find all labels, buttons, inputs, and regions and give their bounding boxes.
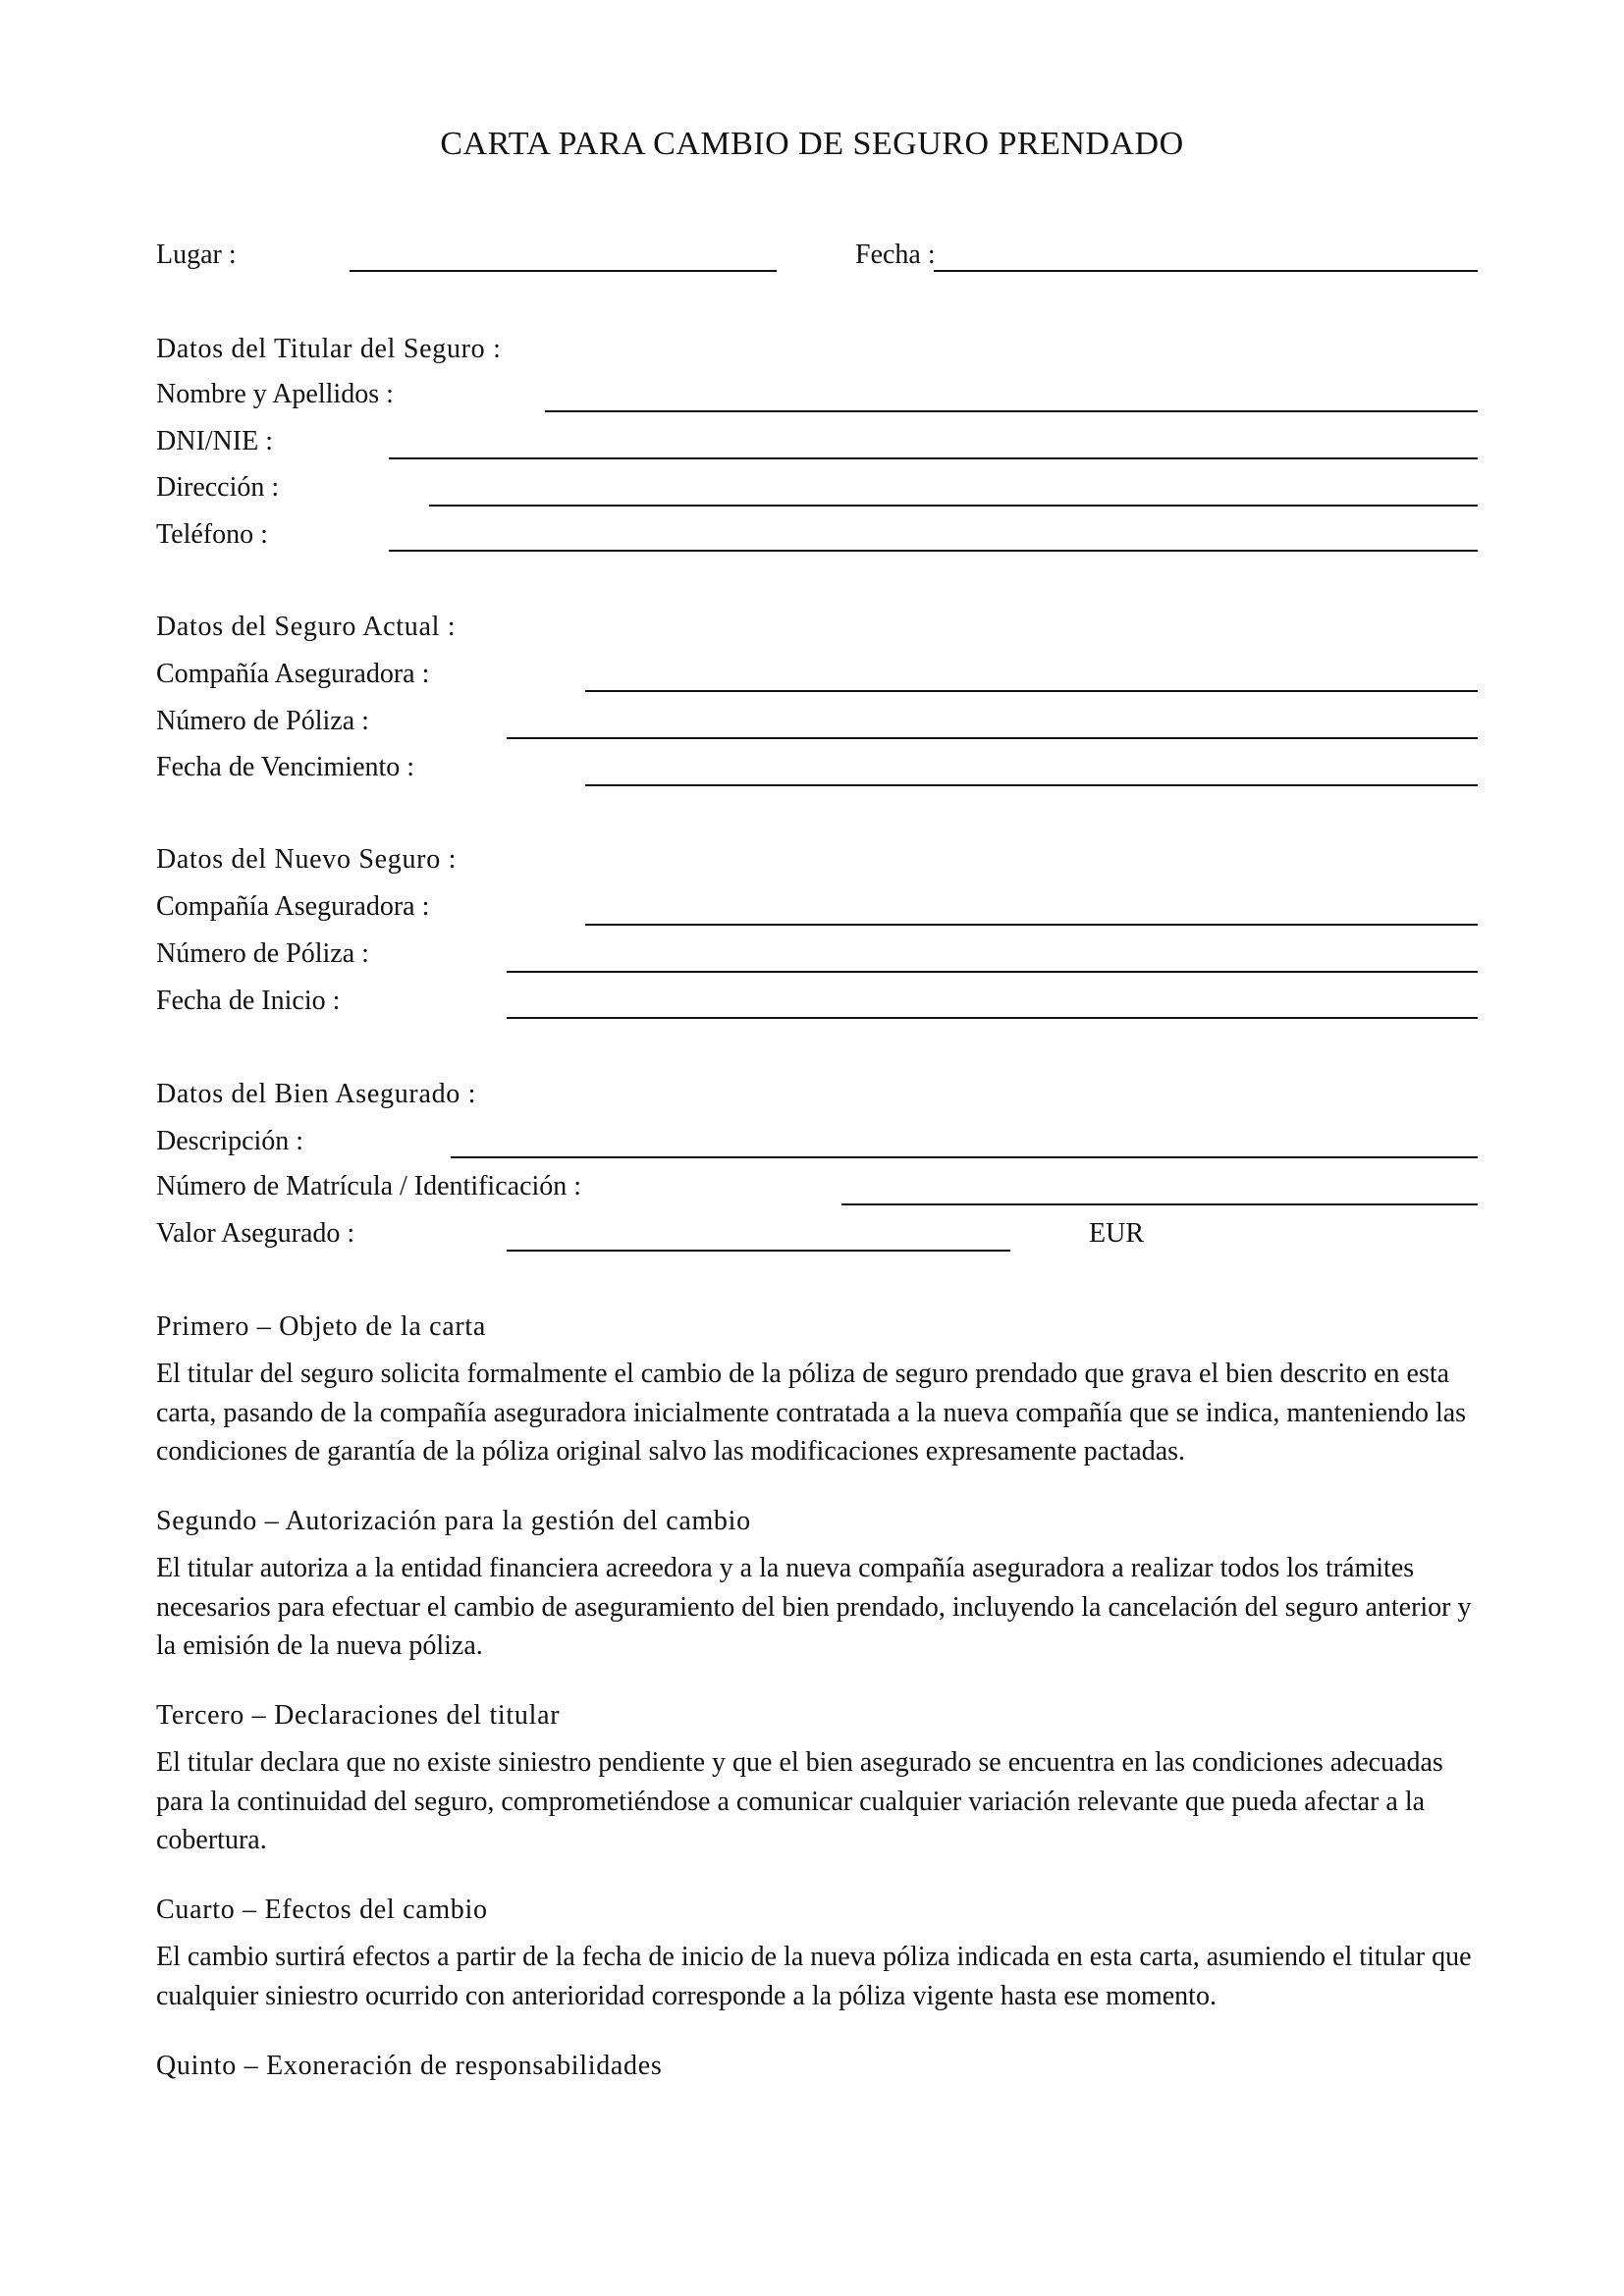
poliza-actual-blank-line: [507, 737, 1478, 739]
clause-text-line: cobertura.: [156, 1825, 267, 1855]
descripcion-label: Descripción :: [156, 1126, 304, 1156]
clause-heading: Segundo – Autorización para la gestión del cambio: [156, 1506, 751, 1536]
matricula-blank-line: [841, 1203, 1478, 1205]
clause-text-line: para la continuidad del seguro, comprometiéndose a comunicar cualquier variación relevante que pueda afectar a la: [156, 1786, 1426, 1817]
clause-text-line: cualquier siniestro ocurrido con anterioridad corresponde a la póliza vigente hasta ese momento.: [156, 1980, 1217, 2011]
bien-heading: Datos del Bien Asegurado :: [156, 1079, 477, 1109]
clause-tercero: [156, 1696, 1443, 1860]
clause-quinto: [156, 2047, 662, 2086]
clause-text-line: la emisión de la nueva póliza.: [156, 1630, 483, 1661]
lugar-blank-line: [350, 270, 777, 272]
clause-paragraph: [156, 1938, 1472, 2015]
seguro-actual-heading: Datos del Seguro Actual :: [156, 612, 457, 642]
document-title: CARTA PARA CAMBIO DE SEGURO PRENDADO: [440, 126, 1184, 162]
inicio-label: Fecha de Inicio :: [156, 986, 341, 1016]
clause-cuarto: [156, 1891, 1472, 2015]
fecha-blank-line: [934, 270, 1478, 272]
compania-nueva-blank-line: [585, 924, 1478, 926]
clause-heading: Tercero – Declaraciones del titular: [156, 1700, 561, 1731]
poliza-nueva-label: Número de Póliza :: [156, 938, 369, 969]
telefono-blank-line: [389, 550, 1478, 552]
dni-blank-line: [389, 457, 1478, 459]
direccion-blank-line: [429, 505, 1478, 507]
lugar-label: Lugar :: [156, 240, 237, 270]
clause-segundo: [156, 1502, 1472, 1666]
valor-label: Valor Asegurado :: [156, 1218, 355, 1249]
clause-text-line: El titular declara que no existe siniestro pendiente y que el bien asegurado se encuentra en las condiciones adecuadas: [156, 1747, 1443, 1778]
titular-heading: Datos del Titular del Seguro :: [156, 334, 502, 364]
descripcion-blank-line: [451, 1156, 1478, 1158]
inicio-blank-line: [507, 1017, 1478, 1019]
clause-text-line: El titular autoriza a la entidad financiera acreedora y a la nueva compañía aseguradora a realizar todos los trámites: [156, 1553, 1415, 1583]
fecha-label: Fecha :: [855, 240, 936, 270]
nombre-label: Nombre y Apellidos :: [156, 379, 394, 409]
clause-paragraph: [156, 1355, 1466, 1471]
clause-heading: Cuarto – Efectos del cambio: [156, 1895, 488, 1925]
poliza-nueva-blank-line: [507, 971, 1478, 973]
compania-nueva-label: Compañía Aseguradora :: [156, 891, 430, 922]
direccion-label: Dirección :: [156, 472, 280, 503]
dni-label: DNI/NIE :: [156, 426, 273, 456]
vencimiento-blank-line: [585, 784, 1478, 786]
valor-blank-line: [507, 1250, 1010, 1252]
currency-label: EUR: [1089, 1218, 1144, 1249]
clause-text-line: El titular del seguro solicita formalmente el cambio de la póliza de seguro prendado que grava el bien descrito en esta: [156, 1359, 1450, 1389]
clause-primero: [156, 1308, 1466, 1471]
clause-paragraph: [156, 1743, 1443, 1860]
clause-text-line: carta, pasando de la compañía aseguradora inicialmente contratada a la nueva compañía que se indica, manteniendo las: [156, 1397, 1467, 1428]
clause-text-line: El cambio surtirá efectos a partir de la fecha de inicio de la nueva póliza indicada en esta carta, asumiendo el titular que: [156, 1942, 1472, 1972]
clause-paragraph: [156, 1549, 1472, 1666]
compania-actual-blank-line: [585, 690, 1478, 692]
nuevo-seguro-heading: Datos del Nuevo Seguro :: [156, 844, 458, 875]
clause-text-line: necesarios para efectuar el cambio de aseguramiento del bien prendado, incluyendo la cancelación del seguro anterior y: [156, 1591, 1472, 1623]
clause-heading: Primero – Objeto de la carta: [156, 1311, 487, 1342]
compania-actual-label: Compañía Aseguradora :: [156, 659, 430, 689]
nombre-blank-line: [545, 410, 1478, 412]
telefono-label: Teléfono :: [156, 519, 268, 550]
vencimiento-label: Fecha de Vencimiento :: [156, 752, 415, 782]
clause-heading: Quinto – Exoneración de responsabilidades: [156, 2051, 663, 2081]
clause-text-line: condiciones de garantía de la póliza original salvo las modificaciones expresamente pactadas.: [156, 1436, 1186, 1467]
poliza-actual-label: Número de Póliza :: [156, 706, 369, 736]
matricula-label: Número de Matrícula / Identificación :: [156, 1171, 582, 1201]
